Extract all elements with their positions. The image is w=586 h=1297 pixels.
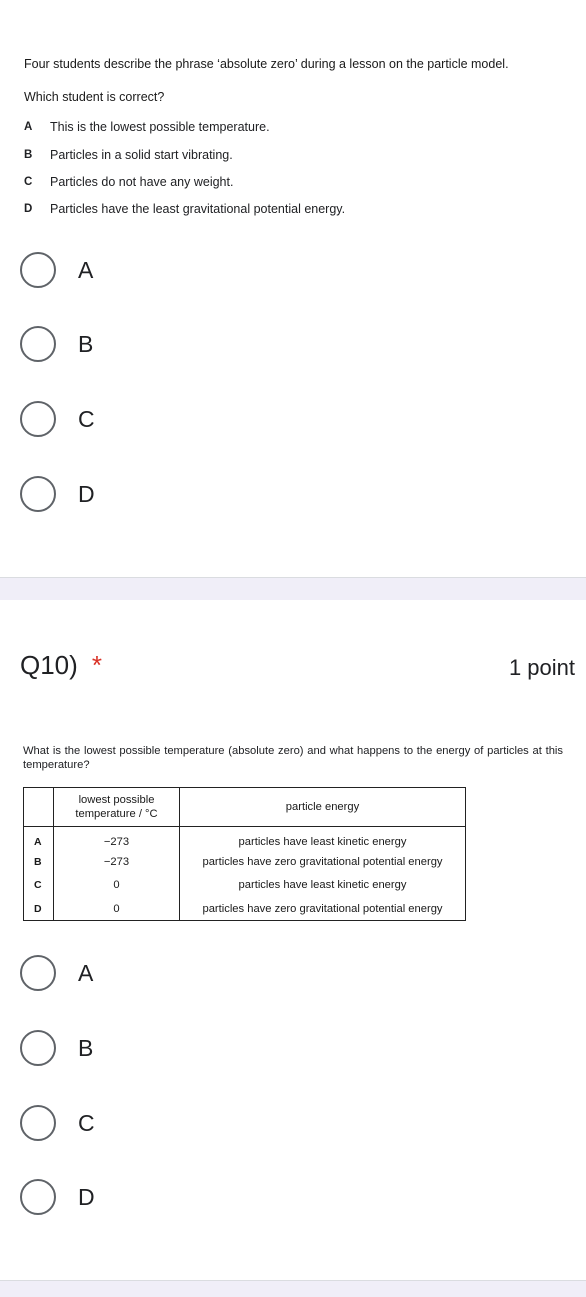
choice-label: B bbox=[78, 1034, 94, 1061]
choice-label: C bbox=[78, 405, 95, 432]
section-divider bbox=[0, 1280, 586, 1297]
choice-option-a[interactable] bbox=[20, 252, 93, 288]
table-header-energy: particle energy bbox=[180, 788, 466, 827]
section-divider bbox=[0, 577, 586, 601]
choice-label: B bbox=[78, 330, 94, 357]
table-row bbox=[24, 850, 466, 874]
statement-letter: A bbox=[24, 121, 33, 133]
question-prompt: Which student is correct? bbox=[24, 90, 165, 104]
row-letter: D bbox=[24, 897, 54, 921]
choice-option-c[interactable] bbox=[20, 1105, 95, 1141]
question-card-q9 bbox=[0, 0, 586, 578]
question-stem: Four students describe the phrase ‘absolute zero’ during a lesson on the particle model. bbox=[24, 57, 509, 71]
statement-row bbox=[24, 148, 233, 162]
statement-row bbox=[24, 202, 345, 216]
statement-letter: C bbox=[24, 176, 33, 188]
required-asterisk: * bbox=[91, 650, 102, 680]
table-header-temperature bbox=[54, 788, 180, 827]
table-row bbox=[24, 827, 466, 851]
row-temperature: 0 bbox=[54, 897, 180, 921]
radio-button[interactable] bbox=[20, 1030, 56, 1066]
row-letter: A bbox=[24, 827, 54, 851]
statement-text: Particles in a solid start vibrating. bbox=[50, 148, 233, 162]
choice-label: A bbox=[78, 959, 94, 986]
radio-button[interactable] bbox=[20, 1105, 56, 1141]
choice-label: A bbox=[78, 256, 94, 283]
choice-option-c[interactable] bbox=[20, 401, 95, 437]
statement-text: Particles do not have any weight. bbox=[50, 175, 234, 189]
table-header-text: lowest possible temperature / °C bbox=[75, 794, 158, 820]
answer-table bbox=[23, 787, 466, 921]
radio-button[interactable] bbox=[20, 326, 56, 362]
row-energy: particles have least kinetic energy bbox=[238, 835, 407, 848]
choice-option-a[interactable] bbox=[20, 955, 93, 991]
radio-button[interactable] bbox=[20, 955, 56, 991]
question-number: Q10) bbox=[20, 650, 78, 680]
statement-text: This is the lowest possible temperature. bbox=[50, 120, 270, 134]
choice-option-b[interactable] bbox=[20, 326, 93, 362]
points-label: 1 point bbox=[508, 655, 575, 680]
row-temperature: 0 bbox=[54, 874, 180, 898]
question-title bbox=[20, 650, 102, 681]
row-temperature: −273 bbox=[54, 850, 180, 874]
row-energy: particles have zero gravitational potential energy bbox=[202, 855, 443, 868]
statement-row bbox=[24, 175, 233, 189]
statement-letter: D bbox=[24, 203, 33, 215]
table-row bbox=[24, 874, 466, 898]
row-letter: B bbox=[24, 850, 54, 874]
choice-label: D bbox=[78, 480, 95, 507]
choice-option-b[interactable] bbox=[20, 1030, 93, 1066]
table-header bbox=[24, 788, 54, 827]
choice-option-d[interactable] bbox=[20, 476, 95, 512]
radio-button[interactable] bbox=[20, 401, 56, 437]
table-header-row bbox=[24, 788, 466, 827]
row-energy: particles have least kinetic energy bbox=[238, 879, 407, 892]
statement-text: Particles have the least gravitational potential energy. bbox=[50, 202, 346, 216]
choice-label: D bbox=[78, 1183, 95, 1210]
question-stem: What is the lowest possible temperature (absolute zero) and what happens to the energy of particles at this temperature? bbox=[23, 745, 563, 771]
radio-button[interactable] bbox=[20, 476, 56, 512]
choice-option-d[interactable] bbox=[20, 1179, 95, 1215]
statement-row bbox=[24, 120, 270, 134]
radio-button[interactable] bbox=[20, 252, 56, 288]
row-energy: particles have zero gravitational potential energy bbox=[202, 902, 443, 915]
table-row bbox=[24, 897, 466, 921]
choice-label: C bbox=[78, 1109, 95, 1136]
row-temperature: −273 bbox=[54, 827, 180, 851]
radio-button[interactable] bbox=[20, 1179, 56, 1215]
statement-letter: B bbox=[24, 149, 33, 161]
row-letter: C bbox=[24, 874, 54, 898]
